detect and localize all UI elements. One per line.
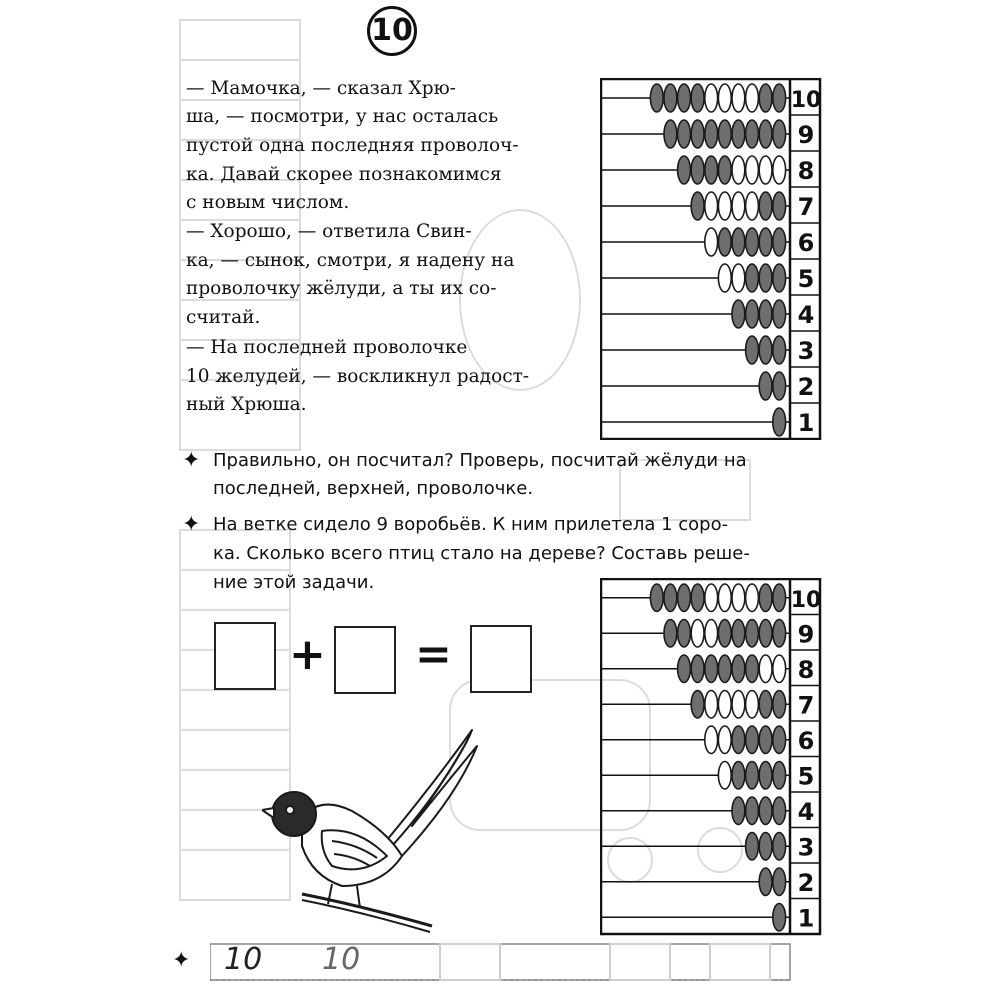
acorn-bead-empty <box>705 84 718 112</box>
abacus-row-label: 8 <box>797 157 815 185</box>
acorn-bead-filled <box>746 833 759 861</box>
acorn-bead-filled <box>691 192 704 220</box>
story-line-2: ша, — посмотри, у нас осталась <box>186 106 499 127</box>
abacus-row-label: 6 <box>797 726 815 755</box>
acorn-bead-filled <box>678 156 691 184</box>
handwriting-sample-2: 10 <box>322 942 361 977</box>
acorn-bead-empty <box>718 691 731 719</box>
acorn-bead-empty <box>732 84 745 112</box>
abacus-bottom <box>600 578 822 938</box>
task2-line-3: ние этой задачи. <box>213 572 375 593</box>
acorn-bead-empty <box>746 192 759 220</box>
acorn-bead-filled <box>746 655 759 683</box>
task2-line-1: На ветке сидело 9 воробьёв. К ним прилетела 1 соро- <box>213 514 729 535</box>
acorn-bead-filled <box>664 84 677 112</box>
acorn-bead-empty <box>705 620 718 648</box>
acorn-bead-empty <box>718 192 731 220</box>
task2-line-2: ка. Сколько всего птиц стало на дереве? Составь реше- <box>213 543 750 564</box>
acorn-bead-filled <box>732 300 745 328</box>
acorn-bead-filled <box>759 762 772 790</box>
acorn-bead-filled <box>759 868 772 896</box>
abacus-row-label: 5 <box>797 762 815 791</box>
story-line-4: ка. Давай скорее познакомимся <box>186 164 502 185</box>
story-line-11: 10 желудей, — воскликнул радост- <box>186 366 530 387</box>
acorn-bead-filled <box>678 620 691 648</box>
acorn-bead-filled <box>678 120 691 148</box>
acorn-bead-filled <box>732 762 745 790</box>
acorn-bead-filled <box>650 584 663 612</box>
page-number-badge: 10 <box>367 6 417 56</box>
acorn-bead-filled <box>759 372 772 400</box>
acorn-bead-filled <box>773 833 786 861</box>
acorn-bead-empty <box>732 192 745 220</box>
abacus-row-label: 1 <box>797 904 815 933</box>
writing-practice-row <box>172 940 812 990</box>
acorn-bead-filled <box>746 797 759 825</box>
acorn-bead-filled <box>732 726 745 754</box>
abacus-row-label: 6 <box>797 229 815 257</box>
acorn-bead-filled <box>650 84 663 112</box>
acorn-bead-filled <box>759 620 772 648</box>
acorn-bead-filled <box>691 156 704 184</box>
acorn-bead-filled <box>773 691 786 719</box>
story-line-1: — Мамочка, — сказал Хрю- <box>186 78 456 99</box>
acorn-bead-filled <box>705 120 718 148</box>
acorn-bead-filled <box>773 904 786 932</box>
abacus-row-label: 8 <box>797 655 815 684</box>
story-line-8: проволочку жёлуди, а ты их со- <box>186 278 497 299</box>
acorn-bead-filled <box>773 868 786 896</box>
acorn-bead-filled <box>759 228 772 256</box>
acorn-bead-empty <box>732 156 745 184</box>
story-line-7: ка, — сынок, смотри, я надену на <box>186 250 515 271</box>
acorn-bead-filled <box>691 655 704 683</box>
acorn-bead-filled <box>773 300 786 328</box>
acorn-bead-filled <box>732 797 745 825</box>
acorn-bead-filled <box>773 620 786 648</box>
acorn-bead-filled <box>759 84 772 112</box>
plus-sign: + <box>289 629 326 680</box>
acorn-bead-empty <box>705 726 718 754</box>
abacus-row-label: 7 <box>797 193 815 221</box>
acorn-bead-empty <box>718 584 731 612</box>
acorn-bead-empty <box>691 620 704 648</box>
acorn-bead-filled <box>746 228 759 256</box>
task1-bullet-icon: ✦ <box>182 448 201 473</box>
abacus-row-label: 1 <box>797 409 815 437</box>
acorn-bead-filled <box>746 762 759 790</box>
story-line-12: ный Хрюша. <box>186 394 307 415</box>
acorn-bead-filled <box>664 120 677 148</box>
acorn-bead-filled <box>664 620 677 648</box>
abacus-row-label: 9 <box>797 620 815 649</box>
abacus-row-label: 4 <box>797 797 815 826</box>
abacus-row-label: 4 <box>797 301 815 329</box>
acorn-bead-filled <box>678 655 691 683</box>
acorn-bead-filled <box>746 300 759 328</box>
acorn-bead-filled <box>718 120 731 148</box>
acorn-bead-filled <box>678 84 691 112</box>
acorn-bead-empty <box>746 584 759 612</box>
acorn-bead-empty <box>718 762 731 790</box>
acorn-bead-filled <box>732 620 745 648</box>
abacus-top <box>600 78 822 440</box>
acorn-bead-filled <box>773 408 786 436</box>
acorn-bead-filled <box>773 726 786 754</box>
acorn-bead-empty <box>759 655 772 683</box>
magpie-illustration <box>262 726 482 936</box>
task2-bullet-icon: ✦ <box>182 512 201 537</box>
abacus-row-label: 3 <box>797 337 815 365</box>
acorn-bead-filled <box>691 120 704 148</box>
acorn-bead-filled <box>773 120 786 148</box>
acorn-bead-filled <box>773 264 786 292</box>
acorn-bead-filled <box>732 228 745 256</box>
acorn-bead-empty <box>705 192 718 220</box>
writing-bullet-icon: ✦ <box>172 948 191 973</box>
acorn-bead-empty <box>732 691 745 719</box>
acorn-bead-filled <box>718 620 731 648</box>
acorn-bead-filled <box>773 762 786 790</box>
abacus-row-label: 9 <box>797 121 815 149</box>
equals-sign: = <box>415 629 452 680</box>
abacus-row-label: 7 <box>797 691 815 720</box>
acorn-bead-filled <box>773 84 786 112</box>
abacus-row-label: 5 <box>797 265 815 293</box>
acorn-bead-empty <box>732 584 745 612</box>
acorn-bead-empty <box>732 264 745 292</box>
acorn-bead-filled <box>773 336 786 364</box>
writing-grid <box>210 940 810 986</box>
acorn-bead-filled <box>746 264 759 292</box>
acorn-bead-empty <box>773 655 786 683</box>
acorn-bead-filled <box>773 797 786 825</box>
acorn-bead-filled <box>691 584 704 612</box>
acorn-bead-filled <box>773 584 786 612</box>
acorn-bead-filled <box>759 192 772 220</box>
handwriting-sample-1: 10 <box>224 942 263 977</box>
abacus-row-label: 2 <box>797 373 815 401</box>
acorn-bead-filled <box>718 228 731 256</box>
answer-box-sum[interactable] <box>470 625 532 693</box>
story-line-6: — Хорошо, — ответила Свин- <box>186 221 472 242</box>
acorn-bead-filled <box>759 584 772 612</box>
acorn-bead-filled <box>732 120 745 148</box>
acorn-bead-empty <box>718 264 731 292</box>
acorn-bead-empty <box>759 156 772 184</box>
story-line-10: — На последней проволочке <box>186 337 468 358</box>
acorn-bead-filled <box>718 655 731 683</box>
acorn-bead-empty <box>705 584 718 612</box>
acorn-bead-empty <box>773 156 786 184</box>
story-line-9: считай. <box>186 307 261 328</box>
acorn-bead-empty <box>718 726 731 754</box>
acorn-bead-filled <box>705 655 718 683</box>
abacus-row-label: 10 <box>790 587 822 613</box>
abacus-row-label: 10 <box>790 88 822 113</box>
acorn-bead-filled <box>746 620 759 648</box>
acorn-bead-filled <box>759 336 772 364</box>
acorn-bead-filled <box>773 228 786 256</box>
acorn-bead-filled <box>746 726 759 754</box>
acorn-bead-empty <box>705 691 718 719</box>
acorn-bead-filled <box>664 584 677 612</box>
task1-line-2: последней, верхней, проволочке. <box>213 478 534 499</box>
story-line-3: пустой одна последняя проволоч- <box>186 135 519 156</box>
acorn-bead-filled <box>732 655 745 683</box>
acorn-bead-empty <box>718 84 731 112</box>
acorn-bead-filled <box>759 691 772 719</box>
story-line-5: с новым числом. <box>186 192 350 213</box>
answer-box-addend-1[interactable] <box>214 622 276 690</box>
acorn-bead-filled <box>746 336 759 364</box>
acorn-bead-filled <box>691 691 704 719</box>
acorn-bead-filled <box>691 84 704 112</box>
acorn-bead-filled <box>759 264 772 292</box>
acorn-bead-filled <box>773 372 786 400</box>
abacus-row-label: 3 <box>797 833 815 862</box>
acorn-bead-filled <box>678 584 691 612</box>
acorn-bead-empty <box>746 156 759 184</box>
answer-box-addend-2[interactable] <box>334 626 396 694</box>
acorn-bead-filled <box>705 156 718 184</box>
acorn-bead-filled <box>773 192 786 220</box>
acorn-bead-filled <box>746 120 759 148</box>
abacus-row-label: 2 <box>797 868 815 897</box>
acorn-bead-filled <box>759 120 772 148</box>
acorn-bead-filled <box>759 726 772 754</box>
acorn-bead-empty <box>705 228 718 256</box>
acorn-bead-empty <box>746 84 759 112</box>
acorn-bead-filled <box>718 156 731 184</box>
task1-line-1: Правильно, он посчитал? Проверь, посчитай жёлуди на <box>213 450 747 471</box>
acorn-bead-filled <box>759 833 772 861</box>
acorn-bead-filled <box>759 797 772 825</box>
acorn-bead-filled <box>759 300 772 328</box>
acorn-bead-empty <box>746 691 759 719</box>
